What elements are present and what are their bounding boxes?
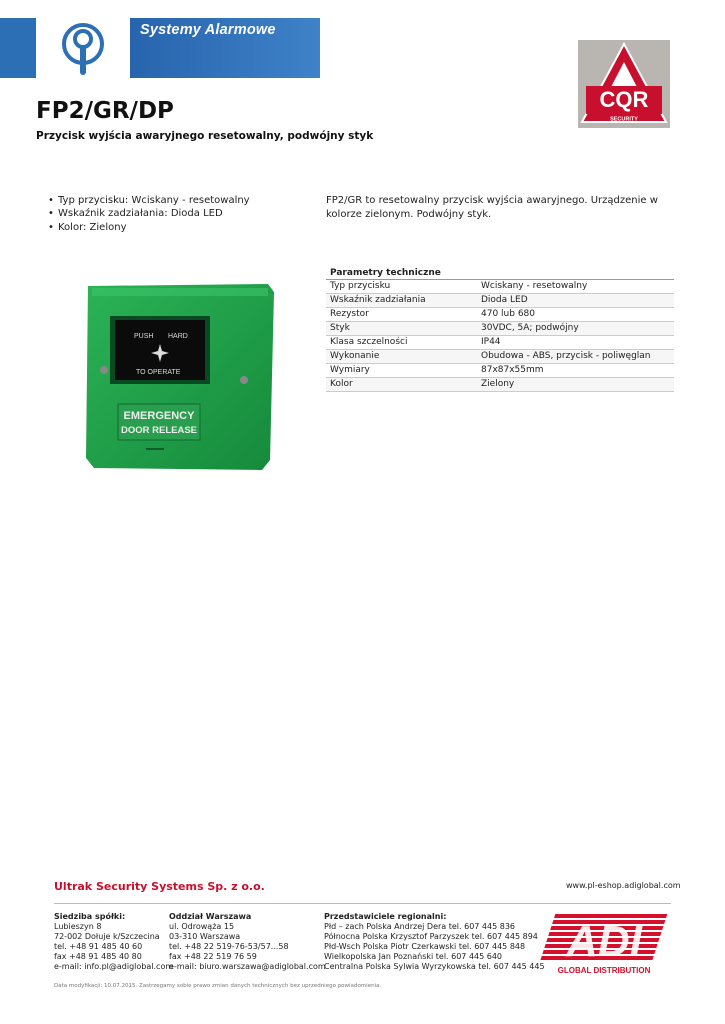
svg-text:HARD: HARD (168, 333, 188, 340)
table-row: Styk 30VDC, 5A; podwójny (326, 322, 674, 336)
svg-text:ADI: ADI (566, 917, 642, 966)
branch-line: fax +48 22 519 76 59 (169, 952, 257, 961)
adi-logo (538, 912, 670, 976)
hq-line: fax +48 91 485 40 80 (54, 952, 142, 961)
svg-text:TO OPERATE: TO OPERATE (136, 369, 181, 376)
rep-line: Północna Polska Krzysztof Parzyszek tel. 607 445 894 (324, 932, 538, 941)
divider (54, 903, 671, 904)
svg-text:PUSH: PUSH (134, 333, 154, 340)
params-table (326, 280, 674, 392)
header-blue-strip (0, 18, 36, 78)
table-row: Rezystor 470 lub 680 (326, 308, 674, 322)
hq-contact (54, 912, 173, 972)
company-logo (36, 18, 130, 78)
branch-line: 03-310 Warszawa (169, 932, 241, 941)
hq-line: tel. +48 91 485 40 60 (54, 942, 143, 951)
hq-line: Lubieszyn 8 (54, 922, 102, 931)
reps-heading: Przedstawiciele regionalni: (324, 912, 447, 921)
disclaimer: Data modyfikacji: 10.07.2015. Zastrzegamy sobie prawo zmian danych technicznych bez uprzedniego powiadomienia. (54, 983, 382, 989)
params-title: Parametry techniczne (330, 268, 441, 278)
rep-line: Płd – zach Polska Andrzej Dera tel. 607 445 836 (324, 922, 516, 931)
branch-email[interactable]: e-mail: biuro.warszawa@adiglobal.com (169, 962, 326, 971)
svg-text:EMERGENCY: EMERGENCY (123, 410, 195, 422)
feature-item: • Typ przycisku: Wciskany - resetowalny (48, 194, 250, 207)
keyhole-logo-icon (36, 18, 130, 78)
feature-list (48, 194, 250, 234)
branch-contact (169, 912, 326, 972)
svg-text:SECURITY: SECURITY (610, 116, 638, 123)
product-description: FP2/GR to resetowalny przycisk wyjścia awaryjnego. Urządzenie w kolorze zielonym. Podwójny styk. (326, 195, 658, 220)
table-row: Typ przycisku Wciskany - resetowalny (326, 280, 674, 294)
svg-text:GLOBAL DISTRIBUTION: GLOBAL DISTRIBUTION (557, 966, 651, 975)
branch-line: ul. Odrowąża 15 (169, 922, 235, 931)
rep-line: Wielkopolska Jan Poznański tel. 607 445 640 (324, 952, 503, 961)
branch-line: tel. +48 22 519-76-53/57...58 (169, 942, 289, 951)
banner-text: Systemy Alarmowe (140, 22, 276, 38)
page-subtitle: Przycisk wyjścia awaryjnego resetowalny, podwójny styk (36, 130, 374, 142)
branch-heading: Oddział Warszawa (169, 912, 252, 921)
regional-reps (324, 912, 545, 972)
table-row: Klasa szczelności IP44 (326, 336, 674, 350)
table-row: Kolor Zielony (326, 378, 674, 392)
company-name: Ultrak Security Systems Sp. z o.o. (54, 880, 265, 893)
hq-heading: Siedziba spółki: (54, 912, 126, 921)
rep-line: Centralna Polska Sylwia Wyrzykowska tel. 607 445 445 (324, 962, 545, 971)
cqr-logo (578, 40, 670, 128)
svg-text:DOOR RELEASE: DOOR RELEASE (120, 425, 198, 436)
website-link[interactable]: www.pl-eshop.adiglobal.com (566, 881, 681, 890)
product-image (84, 282, 276, 472)
table-row: Wymiary 87x87x55mm (326, 364, 674, 378)
table-row: Wskaźnik zadziałania Dioda LED (326, 294, 674, 308)
feature-item: • Kolor: Zielony (48, 221, 250, 234)
feature-item: • Wskaźnik zadziałania: Dioda LED (48, 207, 250, 220)
page-title: FP2/GR/DP (36, 98, 174, 124)
svg-text:CQR: CQR (599, 87, 649, 112)
rep-line: Płd-Wsch Polska Piotr Czerkawski tel. 607 445 848 (324, 942, 526, 951)
hq-line: 72-002 Dołuje k/Szczecina (54, 932, 160, 941)
table-row: Wykonanie Obudowa - ABS, przycisk - poliwęglan (326, 350, 674, 364)
hq-email[interactable]: e-mail: info.pl@adiglobal.com (54, 962, 174, 971)
